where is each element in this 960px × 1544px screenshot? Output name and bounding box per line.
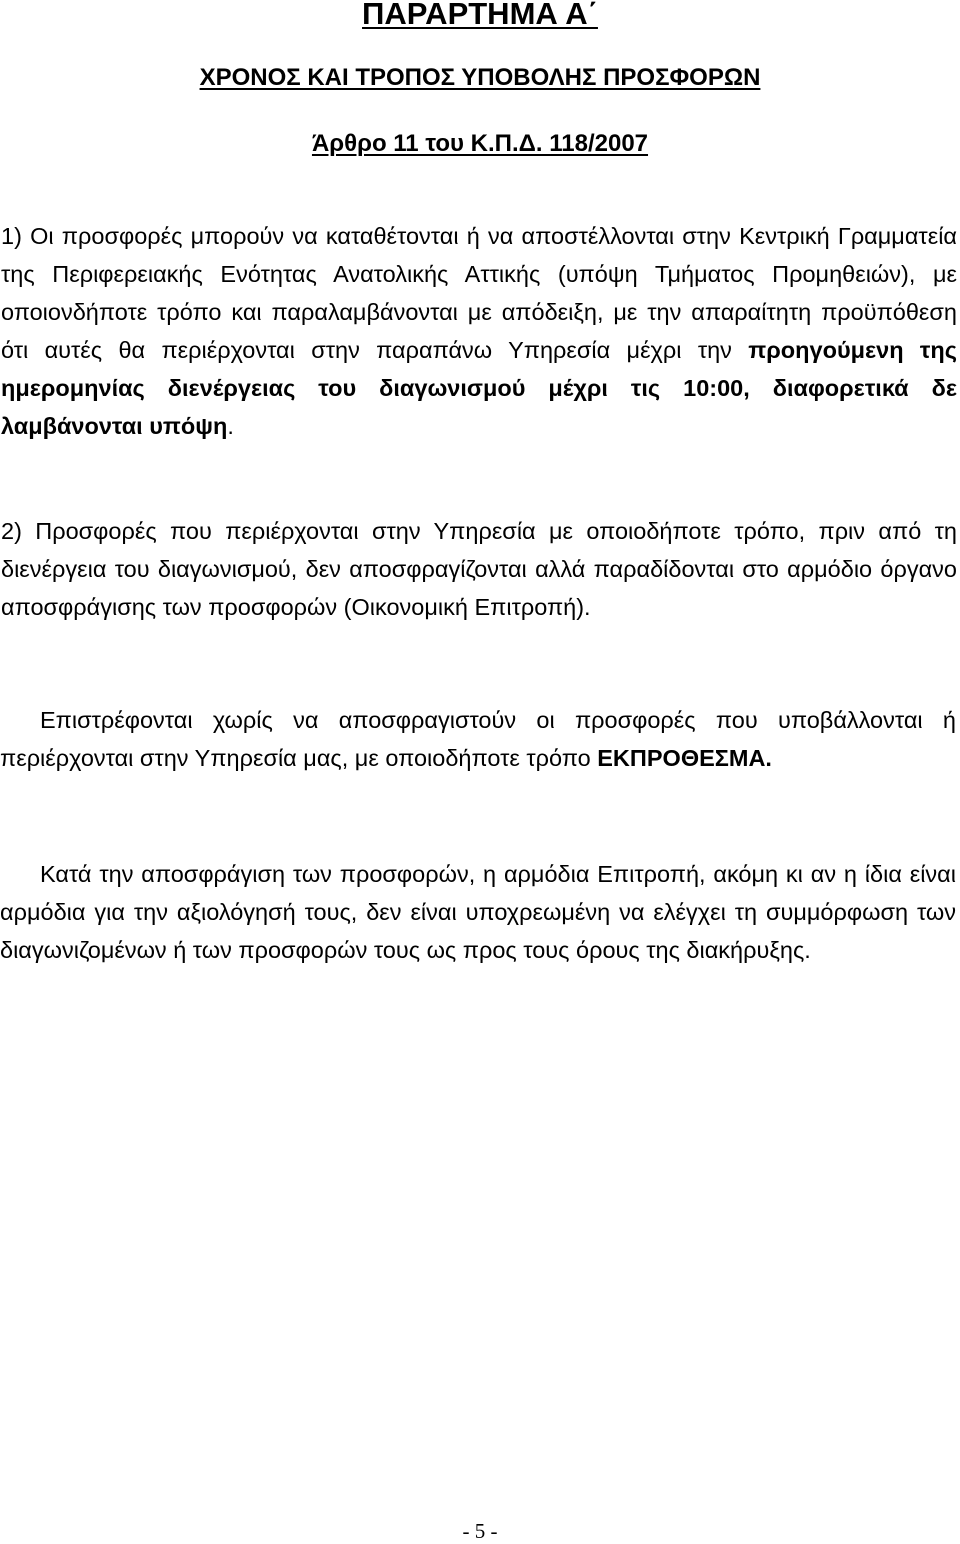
paragraph-3-regular: Επιστρέφονται χωρίς να αποσφραγιστούν οι προσφορές που υποβάλλονται ή περιέρχονται στην Υπηρεσία μας, με οποιοδήποτε τρόπο — [0, 707, 956, 771]
paragraph-3-late-bold: ΕΚΠΡΟΘΕΣΜΑ. — [597, 745, 772, 771]
section-subtitle: ΧΡΟΝΟΣ ΚΑΙ ΤΡΟΠΟΣ ΥΠΟΒΟΛΗΣ ΠΡΟΣΦΟΡΩΝ — [199, 64, 761, 91]
annex-title: ΠΑΡΑΡΤΗΜΑ Α΄ — [362, 0, 598, 31]
paragraph-4 — [0, 855, 956, 969]
paragraph-1-deadline-bold: προηγούμενη της ημερομηνίας διενέργειας του διαγωνισμού μέχρι τις 10:00, διαφορετικά δε λαμβάνονται υπόψη — [1, 337, 957, 439]
page-number: - 5 - — [462, 1519, 498, 1543]
paragraph-1 — [0, 217, 957, 445]
paragraph-1-end: . — [227, 413, 234, 439]
article-reference: Άρθρο 11 του Κ.Π.Δ. 118/2007 — [311, 130, 649, 157]
paragraph-3 — [0, 701, 956, 777]
paragraph-4-text: Κατά την αποσφράγιση των προσφορών, η αρμόδια Επιτροπή, ακόμη κι αν η ίδια είναι αρμόδια για την αξιολόγησή τους, δεν είναι υποχρεωμένη να ελέγχει τη συμμόρφωση των διαγωνιζομένων ή των προσφορών τους ως προς τους όρους της διακήρυξης. — [0, 861, 956, 963]
paragraph-2: 2) Προσφορές που περιέρχονται στην Υπηρεσία με οποιοδήποτε τρόπο, πριν από τη διενέργεια του διαγωνισμού, δεν αποσφραγίζονται αλλά παραδίδονται στο αρμόδιο όργανο αποσφράγισης των προσφορών (Οικονομική Επιτροπή). — [1, 518, 957, 620]
paragraph-1-text: 1) Οι προσφορές μπορούν να καταθέτονται ή να αποστέλλονται στην Κεντρική Γραμματεία της Περιφερειακής Ενότητας Ανατολικής Αττικής (υπόψη Τμήματος Προμηθειών), με οποιονδήποτε τρόπο και παραλαμβάνονται με απόδειξη, με την απαραίτητη προϋπόθεση ότι αυτές θα περιέρχονται στην παραπάνω Υπηρεσία μέχρι την — [1, 223, 957, 363]
paragraph-3-text — [0, 707, 956, 771]
